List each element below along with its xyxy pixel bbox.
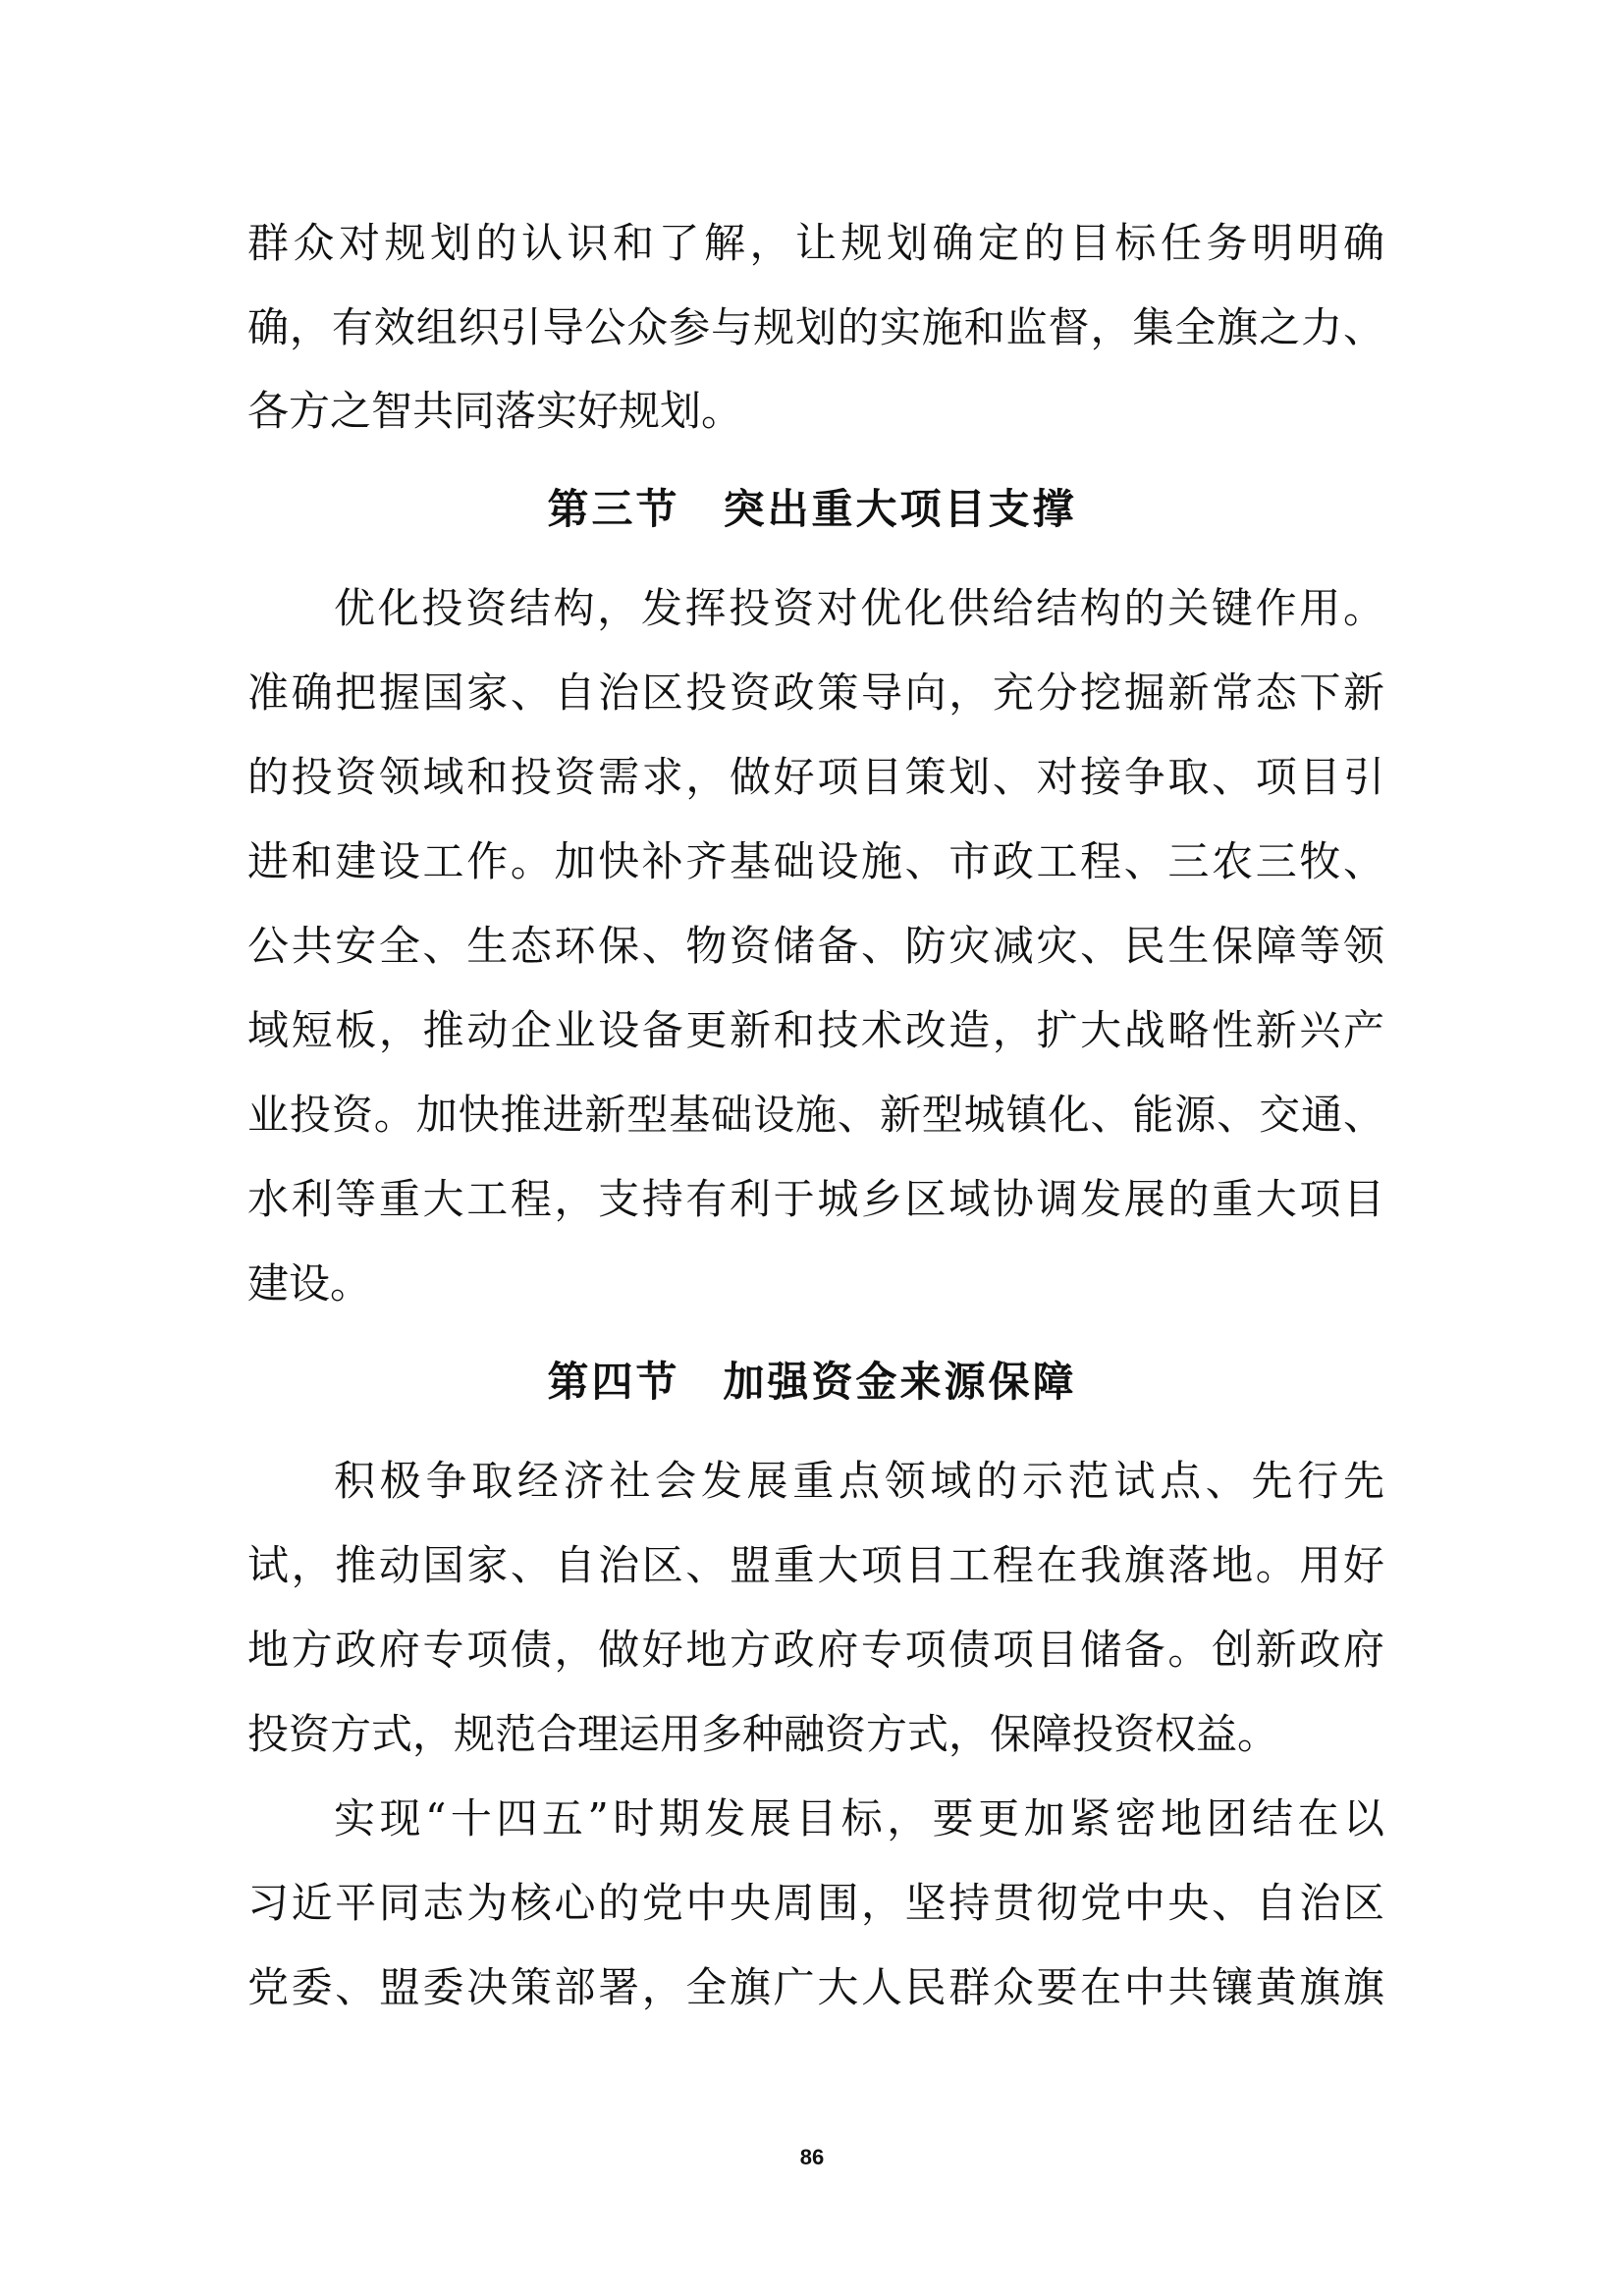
section-number: 第四节 — [547, 1358, 680, 1406]
text-line: 积极争取经济社会发展重点领域的示范试点、先行先 — [334, 1457, 1384, 1505]
section-title: 突出重大项目支撑 — [723, 485, 1077, 533]
text-line: 优化投资结构，发挥投资对优化供给结构的关键作用。 — [334, 584, 1384, 632]
text-line: 建设。 — [247, 1259, 372, 1308]
text-line: 准确把握国家、自治区投资政策导向，充分挖掘新常态下新 — [247, 668, 1384, 717]
section-title: 加强资金来源保障 — [723, 1358, 1077, 1406]
text-line: 的投资领域和投资需求，做好项目策划、对接争取、项目引 — [247, 753, 1384, 801]
section-heading — [0, 480, 1624, 539]
page-number: 86 — [799, 2145, 825, 2169]
text-line: 实现“十四五”时期发展目标，要更加紧密地团结在以 — [334, 1794, 1384, 1842]
text-line: 试，推动国家、自治区、盟重大项目工程在我旗落地。用好 — [247, 1541, 1384, 1589]
text-line: 确，有效组织引导公众参与规划的实施和监督，集全旗之力、 — [247, 303, 1384, 351]
text-line: 习近平同志为核心的党中央周围，坚持贯彻党中央、自治区 — [247, 1879, 1384, 1927]
text-line: 各方之智共同落实好规划。 — [247, 387, 743, 435]
text-line: 水利等重大工程，支持有利于城乡区域协调发展的重大项目 — [247, 1175, 1384, 1223]
section-number: 第三节 — [547, 485, 680, 533]
section-heading — [0, 1353, 1624, 1412]
text-line: 投资方式，规范合理运用多种融资方式，保障投资权益。 — [247, 1710, 1279, 1758]
text-line: 党委、盟委决策部署，全旗广大人民群众要在中共镶黄旗旗 — [247, 1963, 1384, 2011]
text-line: 地方政府专项债，做好地方政府专项债项目储备。创新政府 — [247, 1626, 1384, 1674]
text-line: 群众对规划的认识和了解，让规划确定的目标任务明明确 — [247, 219, 1384, 267]
text-line: 进和建设工作。加快补齐基础设施、市政工程、三农三牧、 — [247, 837, 1384, 885]
text-line: 公共安全、生态环保、物资储备、防灾减灾、民生保障等领 — [247, 922, 1384, 970]
text-line: 域短板，推动企业设备更新和技术改造，扩大战略性新兴产 — [247, 1006, 1384, 1054]
text-line: 业投资。加快推进新型基础设施、新型城镇化、能源、交通、 — [247, 1091, 1384, 1139]
